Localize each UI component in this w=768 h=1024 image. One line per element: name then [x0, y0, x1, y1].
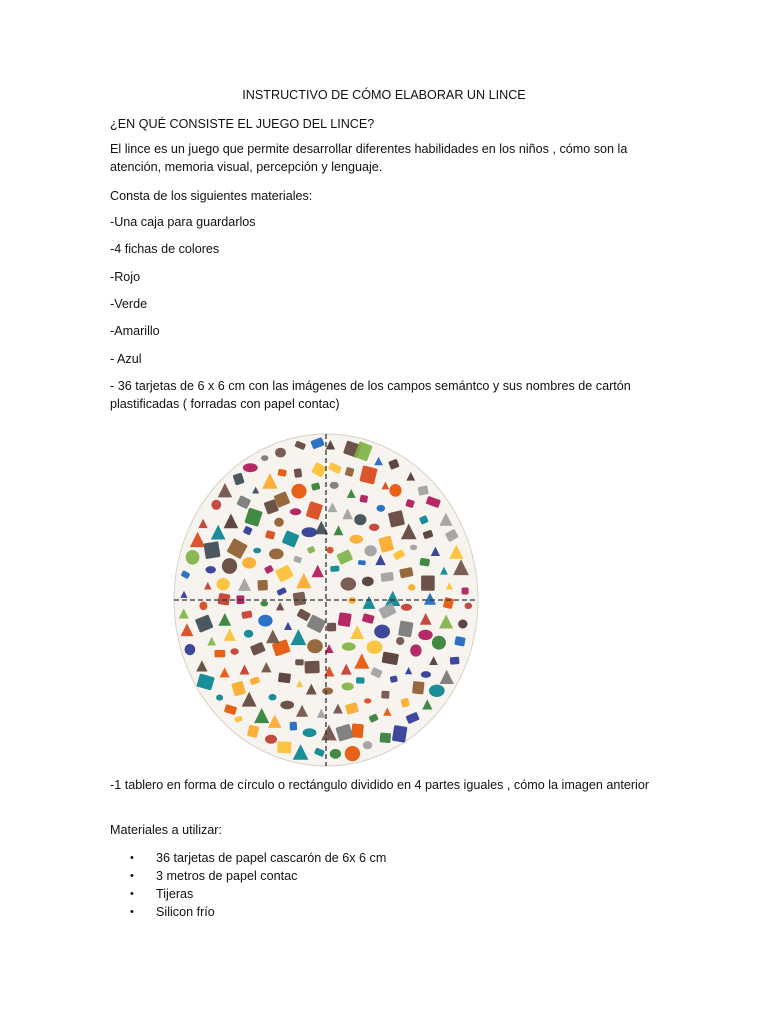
board-picture-106	[377, 505, 386, 512]
board-picture-67	[274, 518, 284, 527]
board-picture-78	[401, 604, 412, 611]
board-picture-130	[199, 602, 207, 611]
board-picture-52	[356, 677, 365, 683]
board-picture-110	[419, 558, 430, 567]
board-picture-87	[269, 694, 277, 700]
intro-paragraph: El lince es un juego que permite desarrollar diferentes habilidades en los niños , cómo son la atención, memoria visual, percepción y lenguaje.	[110, 142, 628, 174]
board-picture-42	[302, 527, 318, 537]
board-picture-79	[398, 620, 414, 637]
board-picture-46	[364, 545, 376, 556]
board-picture-26	[362, 577, 374, 587]
board-picture-199	[462, 588, 469, 595]
use-heading: Materiales a utilizar:	[110, 823, 222, 837]
board-picture-64	[242, 557, 256, 568]
material-item: -4 fichas de colores	[110, 242, 220, 256]
board-picture-60	[244, 630, 253, 638]
list-item: • 36 tarjetas de papel cascarón de 6x 6 cm	[130, 851, 387, 865]
board-picture-57	[278, 672, 291, 683]
board-picture-208	[392, 725, 408, 743]
board-picture-109	[410, 545, 417, 551]
board-picture-90	[230, 648, 238, 654]
material-item: -Amarillo	[110, 324, 160, 338]
board-picture-215	[277, 741, 291, 753]
board-picture-77	[408, 584, 415, 591]
board-picture-94	[217, 578, 230, 590]
lince-board-image	[171, 430, 481, 768]
board-picture-171	[185, 644, 196, 655]
board-picture-165	[303, 728, 317, 737]
bullet-icon: •	[130, 852, 134, 864]
board-picture-121	[290, 722, 298, 731]
supplies-list	[130, 849, 386, 921]
board-picture-118	[381, 691, 389, 699]
board-picture-209	[380, 732, 392, 743]
board-picture-184	[275, 448, 286, 458]
board-picture-111	[421, 576, 435, 591]
board-picture-114	[418, 630, 432, 640]
board-picture-40	[269, 549, 284, 560]
board-picture-3	[327, 623, 336, 632]
bullet-icon: •	[130, 870, 134, 882]
board-picture-38	[257, 580, 268, 591]
board-picture-146	[389, 484, 401, 497]
material-item: - Azul	[110, 352, 142, 366]
board-picture-68	[290, 508, 301, 515]
materials-intro: Consta de los siguientes materiales:	[110, 189, 313, 203]
question-heading: ¿EN QUÉ CONSISTE EL JUEGO DEL LINCE?	[110, 117, 375, 131]
board-picture-155	[432, 636, 446, 650]
board-picture-201	[458, 620, 467, 629]
board-picture-205	[429, 685, 445, 697]
material-item: -Verde	[110, 297, 148, 311]
board-picture-86	[280, 701, 294, 710]
board-picture-212	[330, 749, 341, 759]
list-item: • 3 metros de papel contac	[130, 869, 298, 883]
board-picture-105	[360, 495, 369, 503]
board-picture-51	[374, 625, 390, 639]
board-picture-15	[307, 639, 323, 653]
board-picture-80	[396, 637, 404, 645]
board-picture-53	[342, 683, 354, 691]
board-picture-183	[261, 455, 268, 461]
board-picture-37	[260, 601, 268, 607]
board-picture-73	[369, 524, 379, 531]
bullet-icon: •	[130, 906, 134, 918]
list-item: • Silicon frío	[130, 905, 215, 919]
list-item: • Tijeras	[130, 887, 194, 901]
board-picture-103	[330, 482, 339, 489]
board-picture-9	[330, 566, 339, 572]
board-picture-216	[265, 735, 277, 744]
board-picture-2	[338, 612, 352, 627]
board-picture-157	[421, 671, 431, 678]
board-picture-48	[380, 572, 393, 582]
board-picture-25	[358, 560, 366, 565]
board-picture-65	[253, 548, 261, 554]
board-picture-140	[294, 468, 303, 478]
board-picture-210	[363, 741, 372, 749]
board-picture-95	[222, 558, 237, 574]
board-picture-200	[465, 603, 473, 609]
board-caption: -1 tablero en forma de círculo o rectángulo dividido en 4 partes iguales , cómo la imagen anterior	[110, 778, 650, 792]
board-picture-93	[218, 593, 231, 606]
cards-description: - 36 tarjetas de 6 x 6 cm con las imágenes de los campos semántco y sus nombres de cartón plastificadas ( forradas con papel contac)	[110, 379, 631, 411]
board-picture-158	[412, 681, 425, 695]
board-picture-54	[322, 687, 333, 694]
bullet-icon: •	[130, 888, 134, 900]
board-picture-182	[243, 463, 258, 472]
board-picture-45	[350, 535, 363, 544]
board-picture-202	[454, 636, 465, 647]
board-picture-132	[206, 566, 216, 573]
page-title: INSTRUCTIVO DE CÓMO ELABORAR UN LINCE	[242, 88, 526, 102]
board-picture-6	[293, 592, 307, 606]
board-picture-32	[304, 661, 319, 674]
board-picture-13	[342, 642, 356, 650]
board-picture-119	[364, 698, 371, 703]
board-picture-127	[214, 650, 225, 658]
board-picture-211	[345, 746, 360, 761]
material-item: -Rojo	[110, 270, 141, 284]
material-item: -Una caja para guardarlos	[110, 215, 256, 229]
board-picture-28	[367, 641, 383, 654]
board-picture-179	[211, 500, 221, 510]
board-picture-176	[186, 550, 200, 565]
board-picture-10	[341, 577, 357, 590]
board-picture-33	[295, 659, 304, 665]
board-picture-101	[291, 484, 306, 499]
board-picture-115	[410, 644, 421, 656]
board-picture-72	[354, 514, 366, 525]
board-picture-36	[258, 615, 272, 627]
board-picture-23	[327, 547, 334, 554]
board-picture-168	[216, 695, 223, 701]
board-picture-203	[450, 657, 460, 665]
board-picture-133	[203, 541, 220, 559]
